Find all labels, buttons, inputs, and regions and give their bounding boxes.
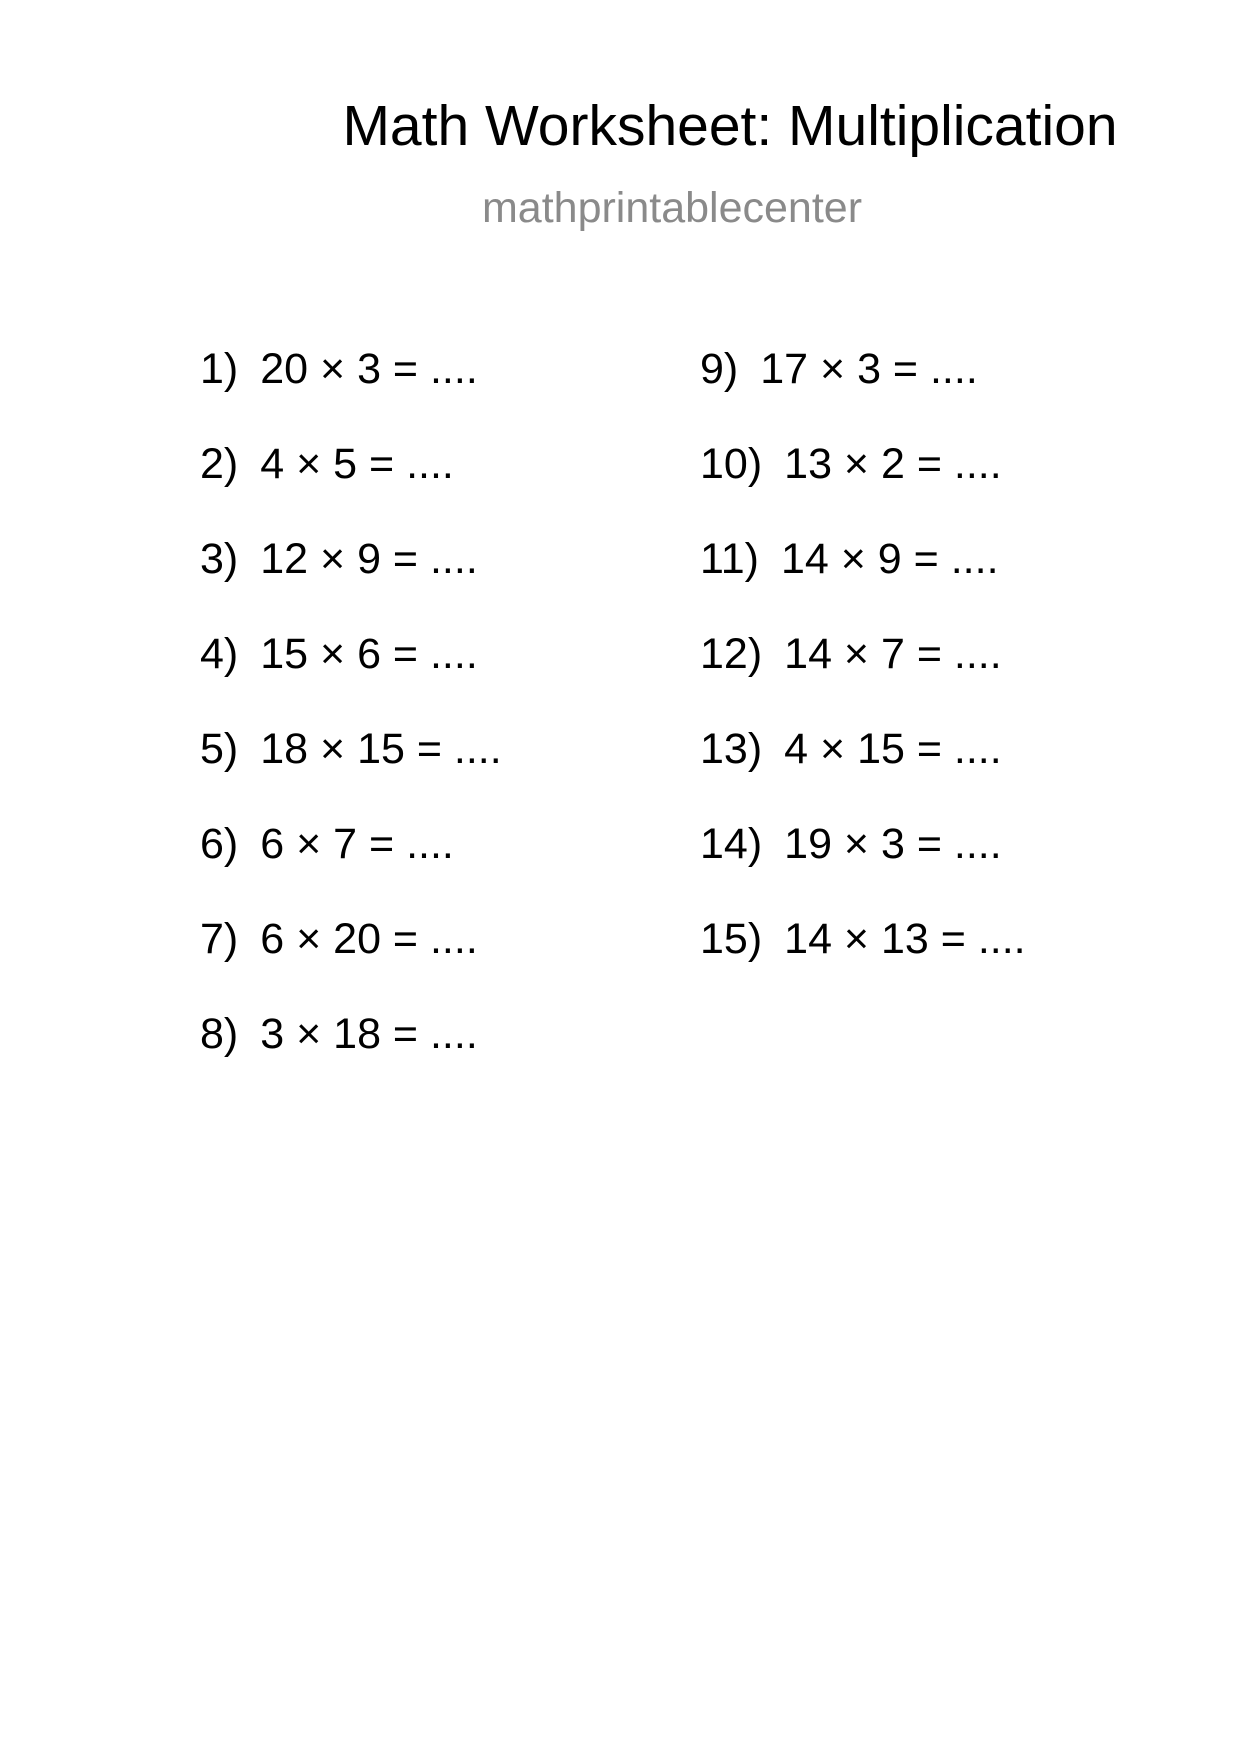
problem-item bbox=[200, 535, 502, 633]
problem-expression: 20 × 3 = .... bbox=[260, 345, 478, 393]
problem-number: 11) bbox=[700, 535, 759, 583]
problem-number: 5) bbox=[200, 725, 239, 773]
problem-item bbox=[200, 725, 502, 823]
problem-number: 15) bbox=[700, 915, 763, 963]
problem-item bbox=[200, 440, 502, 538]
problem-expression: 4 × 15 = .... bbox=[784, 725, 1002, 773]
problem-item bbox=[700, 535, 1026, 633]
problem-number: 4) bbox=[200, 630, 239, 678]
problem-item bbox=[200, 1010, 502, 1108]
problem-number: 6) bbox=[200, 820, 239, 868]
problem-item bbox=[700, 820, 1026, 918]
problem-number: 9) bbox=[700, 345, 739, 393]
problems-column-left bbox=[200, 345, 502, 1108]
problem-number: 13) bbox=[700, 725, 763, 773]
problems-column-right bbox=[700, 345, 1026, 1013]
problem-expression: 18 × 15 = .... bbox=[260, 725, 502, 773]
problem-item bbox=[200, 915, 502, 1013]
problem-number: 1) bbox=[200, 345, 239, 393]
problem-item bbox=[700, 915, 1026, 1013]
problem-expression: 3 × 18 = .... bbox=[260, 1010, 478, 1058]
problem-expression: 4 × 5 = .... bbox=[260, 440, 454, 488]
problem-expression: 17 × 3 = .... bbox=[760, 345, 978, 393]
problem-expression: 14 × 13 = .... bbox=[784, 915, 1026, 963]
problem-item bbox=[200, 345, 502, 443]
problem-item bbox=[200, 630, 502, 728]
problem-expression: 19 × 3 = .... bbox=[784, 820, 1002, 868]
problem-item bbox=[700, 725, 1026, 823]
problem-expression: 14 × 9 = .... bbox=[780, 535, 999, 583]
problem-number: 8) bbox=[200, 1010, 239, 1058]
problem-item bbox=[700, 630, 1026, 728]
problem-number: 12) bbox=[700, 630, 763, 678]
worksheet-subtitle: mathprintablecenter bbox=[481, 184, 863, 232]
problem-expression: 6 × 7 = .... bbox=[260, 820, 454, 868]
problem-item bbox=[200, 820, 502, 918]
problem-number: 2) bbox=[200, 440, 239, 488]
problem-number: 3) bbox=[200, 535, 239, 583]
problem-expression: 15 × 6 = .... bbox=[260, 630, 478, 678]
problem-expression: 6 × 20 = .... bbox=[260, 915, 478, 963]
problem-item bbox=[700, 440, 1026, 538]
problem-item bbox=[700, 345, 1026, 443]
worksheet-title: Math Worksheet: Multiplication bbox=[342, 94, 1118, 158]
problem-expression: 13 × 2 = .... bbox=[784, 440, 1002, 488]
problem-number: 14) bbox=[700, 820, 763, 868]
problem-expression: 14 × 7 = .... bbox=[784, 630, 1002, 678]
problem-number: 10) bbox=[700, 440, 763, 488]
problem-expression: 12 × 9 = .... bbox=[260, 535, 478, 583]
problem-number: 7) bbox=[200, 915, 239, 963]
